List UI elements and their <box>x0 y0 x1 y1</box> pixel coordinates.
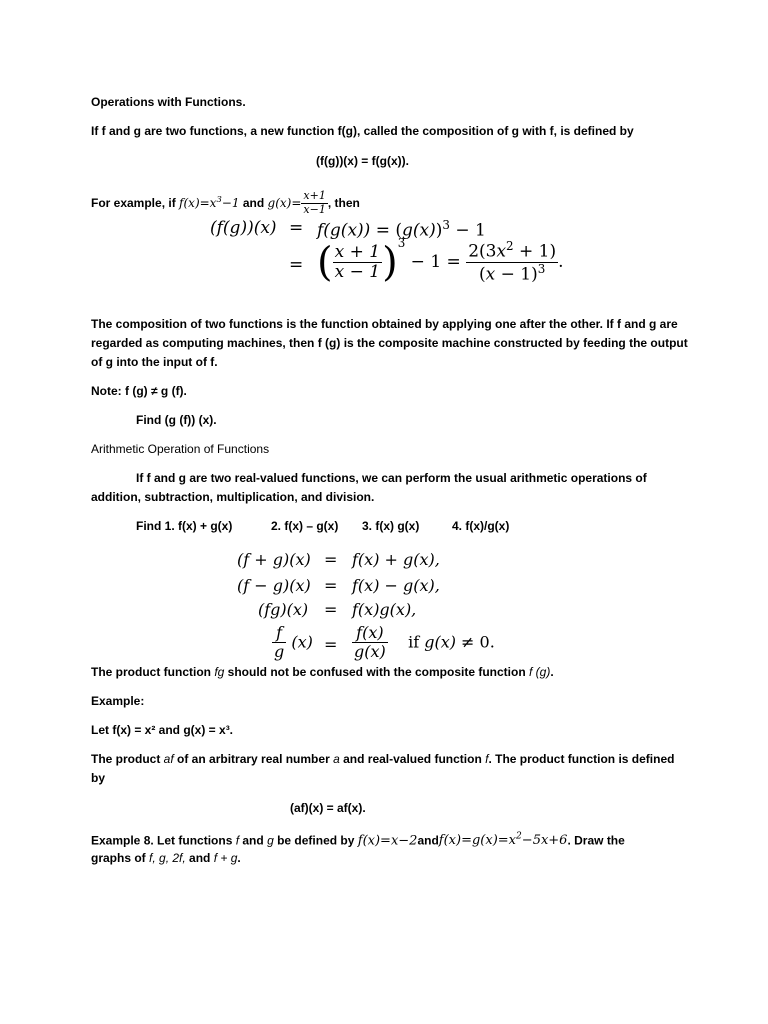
example8-dot: . <box>237 851 241 865</box>
product-note-pre: The product function <box>91 665 215 679</box>
arith-row-prod-lhs: (fg)(x) <box>258 600 309 619</box>
product-note-mid: should not be confused with the composite function <box>224 665 530 679</box>
product-af-mid1: of an arbitrary real number <box>173 752 334 766</box>
let-line: Let f(x) = x² and g(x) = x³. <box>91 723 234 737</box>
example8-line1 <box>91 828 625 850</box>
arith-row-diff-lhs: (f − g)(x) <box>237 576 311 595</box>
example-prefix: For example, if <box>91 196 176 210</box>
product-af-a: a <box>333 752 340 766</box>
find-item-3: 3. f(x) g(x) <box>362 519 420 533</box>
title: Operations with Functions. <box>91 95 246 109</box>
find-item-2: 2. f(x) – g(x) <box>271 519 339 533</box>
arith-row-sum-rhs: f(x) + g(x), <box>352 550 440 569</box>
arith-row-diff-rhs: f(x) − g(x), <box>352 576 440 595</box>
example-eq-line1-lhs: (f(g))(x) <box>210 218 277 238</box>
arith-row-sum-lhs: (f + g)(x) <box>237 550 311 569</box>
example8-list: f, g, 2f, <box>149 851 186 865</box>
example-g-expression: g(x)= $\frac{x+1}{x-1}$ <box>267 189 326 216</box>
composition-definition: If f and g are two functions, a new function f(g), called the composition of g with f, is defined by <box>91 124 634 138</box>
example8-and3: and <box>185 851 214 865</box>
example8-and2: and <box>417 833 439 848</box>
composition-explanation: The composition of two functions is the function obtained by applying one after the other. If f and g are regarded as computing machines, then f (g) is the composite machine constructed by feeding the output of g into the input of f. <box>91 317 688 369</box>
example-eq-line1-equals: = <box>289 218 304 238</box>
product-af-af: af <box>163 752 174 766</box>
product-af-mid2: and real-valued function <box>339 752 486 766</box>
find-item-1: Find 1. f(x) + g(x) <box>136 519 233 533</box>
example8-eq1: f(x)=x−2 <box>357 833 418 849</box>
arith-row-quot-eq: = <box>324 635 338 654</box>
arithmetic-heading: Arithmetic Operation of Functions <box>91 442 270 456</box>
arith-row-prod-eq: = <box>324 600 338 619</box>
example-eq-line2-rhs: ( $\frac{x + 1}{x - 1}$ )$^3$ − 1 = $\frac{2(3x^2 + 1)}{(x - 1)^3}$ . <box>317 235 564 286</box>
product-af-end: . The product function is defined by <box>91 752 675 785</box>
example-intro-line <box>91 190 360 217</box>
arithmetic-intro: If f and g are two real-valued functions, we can perform the usual arithmetic operations of addition, subtraction, multiplication, and division. <box>91 471 647 504</box>
example8-and: and <box>239 833 268 848</box>
arith-row-quot-lhs: $\frac{f}{g}$ (x) <box>274 623 313 662</box>
product-note-end: . <box>550 665 554 679</box>
example8-pre: Example 8. Let functions <box>91 833 236 848</box>
find-item-4: 4. f(x)/g(x) <box>452 519 510 533</box>
example8-line2-pre: graphs of <box>91 851 150 865</box>
product-note-fofg: f (g) <box>529 665 551 679</box>
arith-row-prod-rhs: f(x)g(x), <box>352 600 417 619</box>
arith-row-sum-eq: = <box>324 550 338 569</box>
example8-eq2: $f(x)=g(x)=x^2-5x+6$ <box>438 832 568 849</box>
af-formula: (af)(x) = af(x). <box>290 801 366 815</box>
example-label: Example: <box>91 694 145 708</box>
find-gf-line: Find (g (f)) (x). <box>136 413 217 427</box>
example-then: , then <box>327 196 360 210</box>
example8-sum: f + g <box>213 851 238 865</box>
example8-g: g <box>267 833 274 848</box>
product-note <box>91 663 554 682</box>
example8-mid: be defined by <box>273 833 358 848</box>
example-and: and <box>242 196 265 210</box>
arith-row-diff-eq: = <box>324 576 338 595</box>
arith-row-quot-rhs: $\frac{f(x)}{g(x)}$ if g(x) ≠ 0. <box>354 623 495 662</box>
note-line: Note: f (g) ≠ g (f). <box>91 384 187 398</box>
product-af-f: f <box>485 752 489 766</box>
composition-formula: (f(g))(x) = f(g(x)). <box>316 154 409 168</box>
example8-line2 <box>91 849 241 868</box>
product-af-pre: The product <box>91 752 164 766</box>
product-af-paragraph <box>91 750 691 788</box>
example-eq-line1-rhs: $f(g(x)) = (g(x))^3 - 1$ <box>317 218 486 241</box>
example-f-expression: $f(x)=x^3-1$ <box>179 194 240 210</box>
example-eq-line2-equals: = <box>289 255 304 275</box>
product-note-fg: fg <box>214 665 225 679</box>
example8-f: f <box>235 833 240 848</box>
example8-end: . Draw the <box>567 833 625 848</box>
